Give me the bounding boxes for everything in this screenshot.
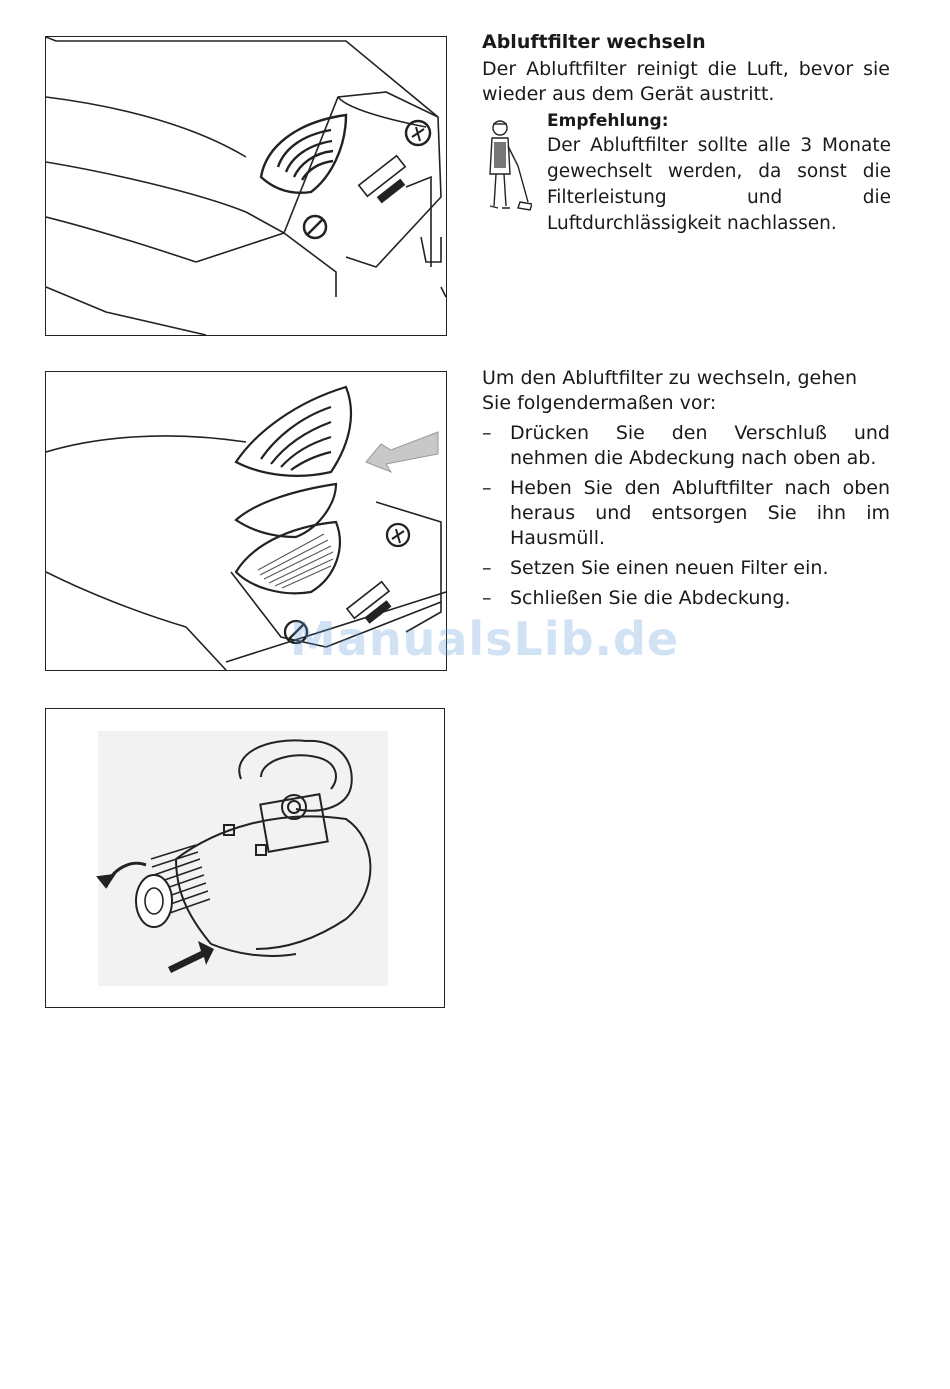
procedure-step	[482, 586, 890, 611]
vacuum-closed-illustration	[46, 37, 446, 335]
step-text: Heben Sie den Abluftfilter nach oben heraus und entsorgen Sie ihn im Hausmüll.	[510, 477, 890, 549]
procedure-intro: Um den Abluftfilter zu wechseln, gehen Sie folgendermaßen vor:	[482, 367, 857, 414]
procedure-steps	[482, 421, 890, 616]
figure-cartridge-removal	[45, 708, 445, 1008]
recommendation-text: Der Abluftfilter sollte alle 3 Monate gewechselt werden, da sonst die Filterleistung und die Luftdurchlässigkeit nachlassen.	[547, 135, 891, 234]
recommendation-title: Empfehlung:	[547, 111, 669, 131]
step-dash: –	[482, 477, 492, 499]
procedure-step	[482, 556, 890, 581]
section-intro: Der Abluftfilter reinigt die Luft, bevor sie wieder aus dem Gerät austritt.	[482, 58, 890, 105]
step-dash: –	[482, 587, 492, 609]
figure-cover-removed	[45, 371, 447, 671]
figure-closed-cover	[45, 36, 447, 336]
step-text: Schließen Sie die Abdeckung.	[510, 587, 791, 609]
section-heading: Abluftfilter wechseln	[482, 31, 706, 53]
cartridge-illustration	[46, 709, 444, 1007]
step-text: Setzen Sie einen neuen Filter ein.	[510, 557, 829, 579]
step-dash: –	[482, 557, 492, 579]
service-technician-icon	[484, 116, 532, 216]
procedure-step	[482, 476, 890, 551]
procedure-step	[482, 421, 890, 471]
step-dash: –	[482, 422, 492, 444]
watermark: ManualsLib.de	[290, 612, 680, 666]
vacuum-open-illustration	[46, 372, 446, 670]
step-text: Drücken Sie den Verschluß und nehmen die Abdeckung nach oben ab.	[510, 422, 890, 469]
